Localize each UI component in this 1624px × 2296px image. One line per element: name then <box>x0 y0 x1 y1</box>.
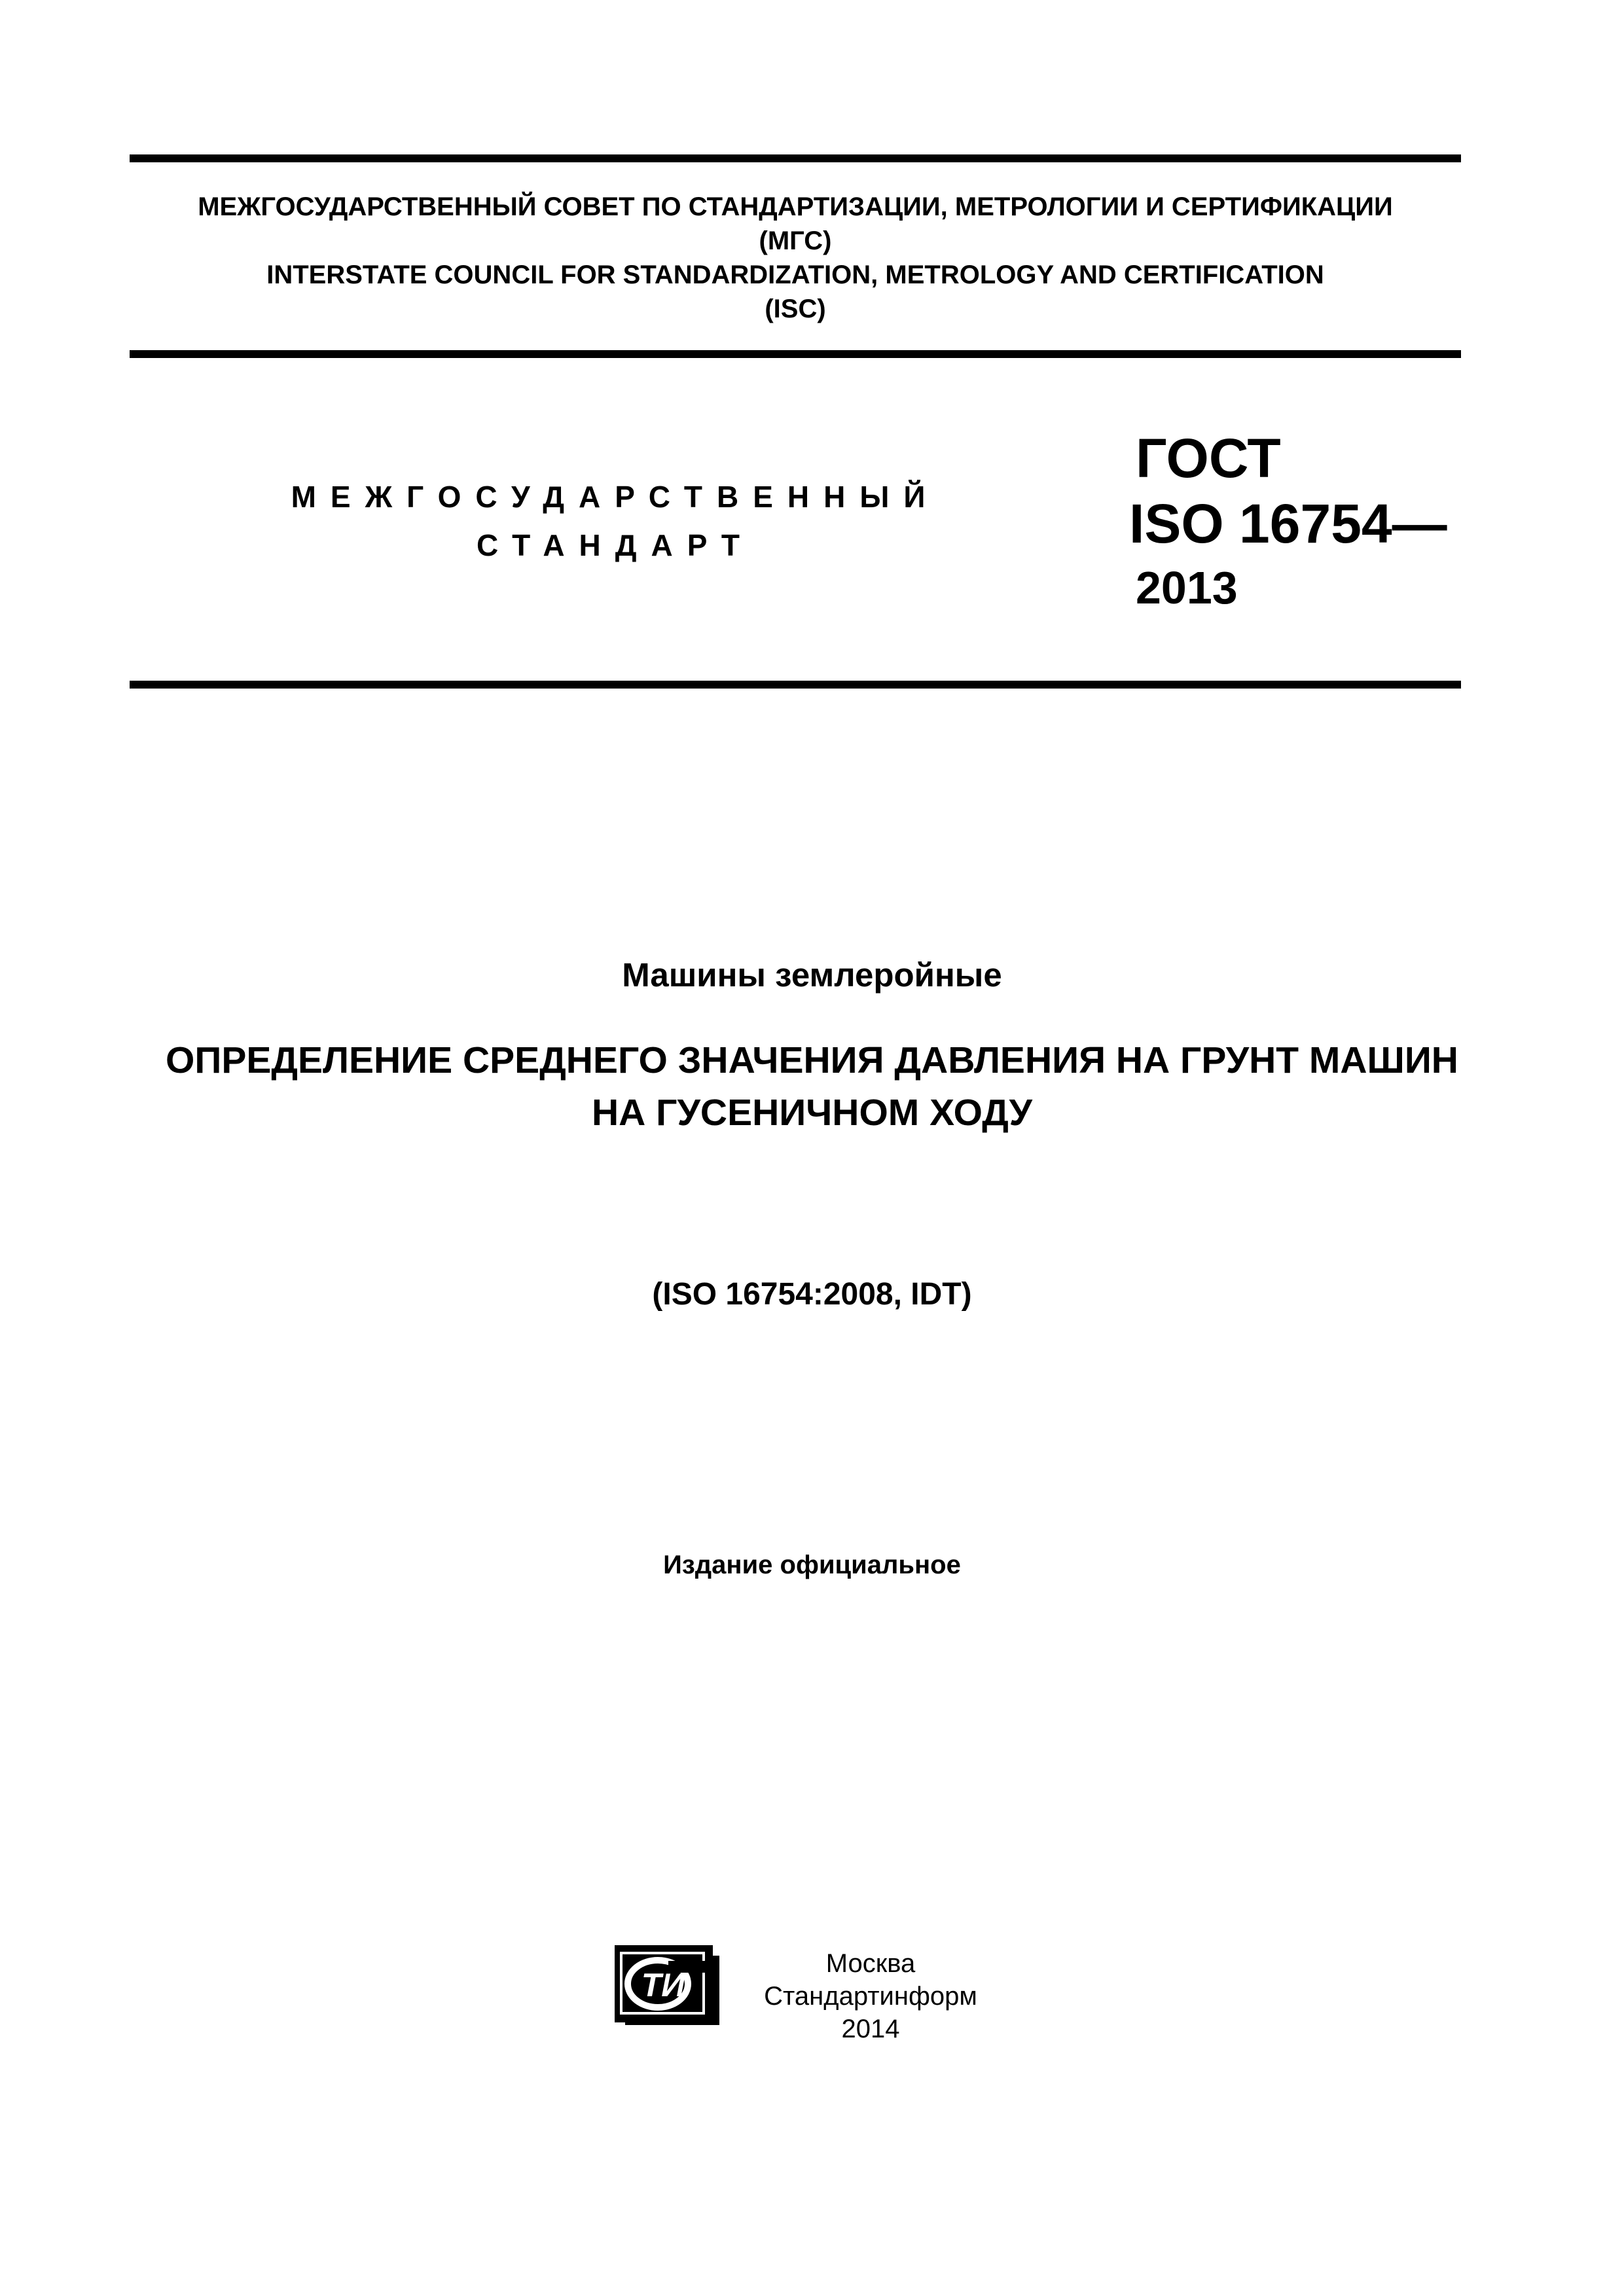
svg-text:ТИ: ТИ <box>641 1967 685 2003</box>
document-subject: Машины землеройные <box>622 956 1002 994</box>
council-name-en: INTERSTATE COUNCIL FOR STANDARDIZATION, METROLOGY AND CERTIFICATION <box>266 260 1324 289</box>
council-abbr-en: (ISC) <box>765 295 826 323</box>
publisher-name: Стандартинформ <box>764 1982 977 2011</box>
top-divider <box>130 154 1461 162</box>
standartinform-logo-icon <box>612 1943 723 2029</box>
document-title-line2: НА ГУСЕНИЧНОМ ХОДУ <box>591 1092 1032 1134</box>
council-abbr-ru: (МГС) <box>759 226 832 255</box>
designation-divider <box>130 681 1461 689</box>
edition-note: Издание официальное <box>663 1551 961 1579</box>
council-name-ru: МЕЖГОСУДАРСТВЕННЫЙ СОВЕТ ПО СТАНДАРТИЗАЦИИ, МЕТРОЛОГИИ И СЕРТИФИКАЦИИ <box>198 192 1393 221</box>
publication-year: 2014 <box>841 2015 900 2043</box>
gost-number: ISO 16754— <box>1129 493 1447 554</box>
document-title <box>98 1034 1526 1139</box>
publisher-info <box>733 1947 1008 2045</box>
header-divider <box>130 350 1461 358</box>
standard-kind-line1: МЕЖГОСУДАРСТВЕННЫЙ <box>291 480 940 514</box>
publisher-city: Москва <box>825 1949 916 1978</box>
iso-reference: (ISO 16754:2008, IDT) <box>652 1277 972 1312</box>
document-title-line1: ОПРЕДЕЛЕНИЕ СРЕДНЕГО ЗНАЧЕНИЯ ДАВЛЕНИЯ НА ГРУНТ МАШИН <box>166 1039 1458 1081</box>
council-header <box>130 190 1461 326</box>
gost-label: ГОСТ <box>1136 427 1281 489</box>
standard-kind <box>288 473 943 569</box>
standard-kind-line2: СТАНДАРТ <box>477 528 754 562</box>
standard-designation <box>1129 425 1447 619</box>
gost-year: 2013 <box>1136 562 1238 613</box>
